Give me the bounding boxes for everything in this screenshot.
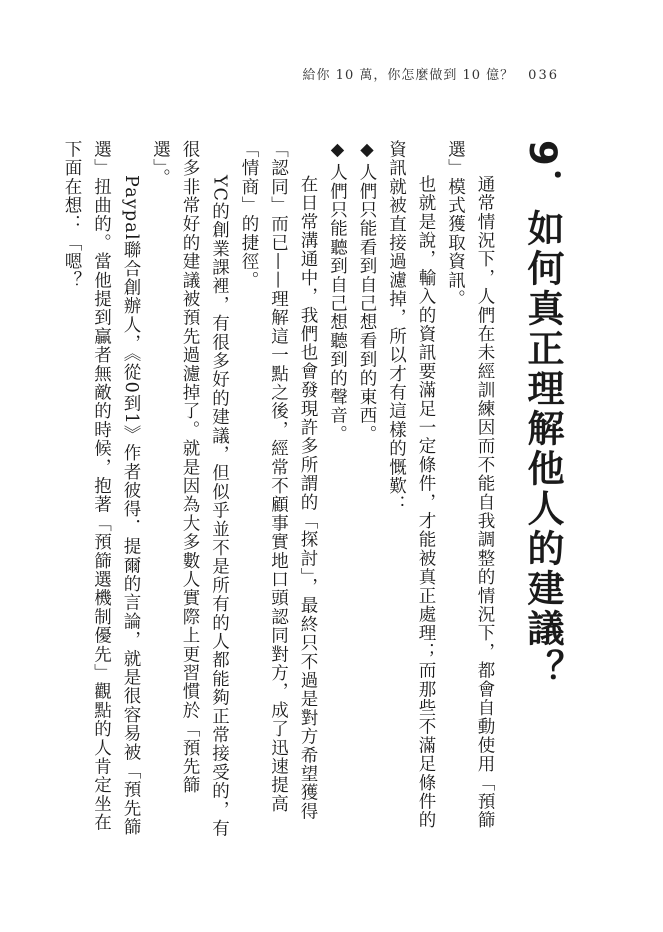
bullet-item-2 bbox=[322, 140, 352, 840]
running-header bbox=[303, 64, 559, 83]
paragraph-3: 在日常溝通中，我們也會發現許多所謂的「探討」，最終只不過是對方希望獲得「認同」而已——理解這一點之後，經常不顧事實地口頭認同對方，成了迅速提高「情商」的捷徑。 bbox=[239, 140, 318, 821]
bullet-text: 人們只能看到自己想看到的東西。 bbox=[357, 163, 377, 444]
vertical-text-body bbox=[62, 140, 567, 840]
paragraph-2: 也就是說，輸入的資訊要滿足一定條件，才能被真正處理；而那些不滿足條件的資訊就被直接過濾掉，所以才有這樣的慨歎： bbox=[386, 140, 436, 830]
bullet-text: 人們只能聽到自己想聽到的聲音。 bbox=[327, 163, 348, 444]
diamond-bullet-icon: ◆ bbox=[357, 140, 377, 162]
page-number: 036 bbox=[528, 68, 559, 83]
bullet-item-1 bbox=[352, 140, 382, 840]
paragraph-1: 通常情況下，人們在未經訓練因而不能自我調整的情況下，都會自動使用「預篩選」模式獲取資訊。 bbox=[445, 140, 495, 830]
paragraph-4: YC的創業課裡，有很多好的建議，但似乎並不是所有的人都能夠正常接受的，有很多非常好的建議被預先過濾掉了。就是因為大多數人實際上更習慣於「預先篩選」。 bbox=[150, 140, 230, 838]
paragraph-5: Paypal聯合創辦人，《從0到1》作者彼得．提爾的言論，就是很容易被「預先篩選」扭曲的。當他提到贏者無敵的時候，抱著「預篩選機制優先」觀點的人肯定坐在下面在想：「嗯？ bbox=[62, 140, 141, 837]
diamond-bullet-icon: ◆ bbox=[327, 140, 348, 162]
section-title: 9．如何真正理解他人的建議？ bbox=[521, 140, 564, 689]
book-title: 給你 10 萬，你怎麼做到 10 億？ bbox=[302, 68, 515, 83]
